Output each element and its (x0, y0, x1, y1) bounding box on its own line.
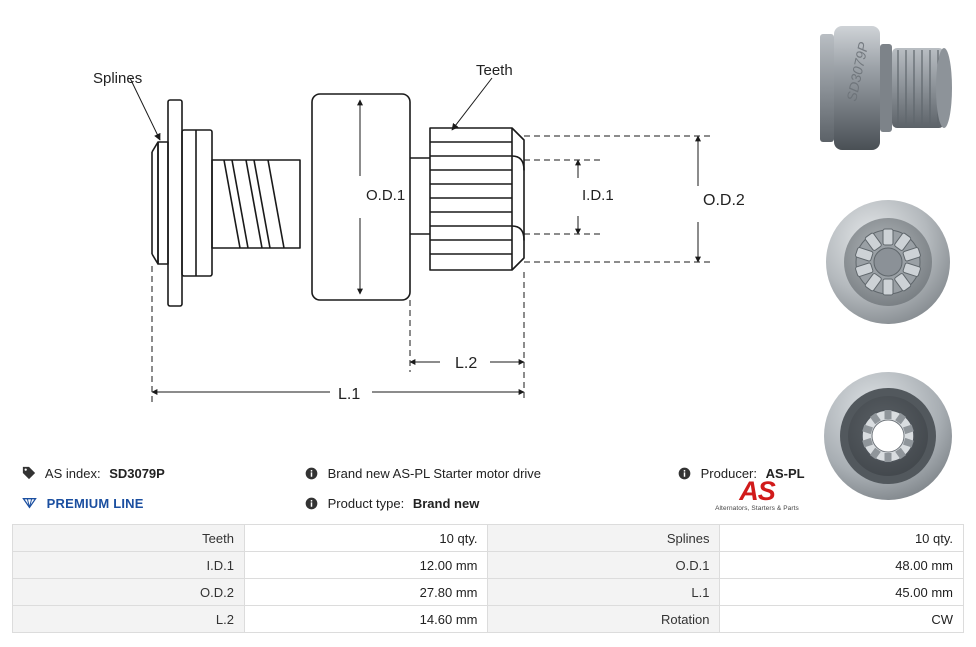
spec-key: O.D.2 (13, 579, 245, 606)
table-row (13, 525, 964, 552)
label-teeth: Teeth (476, 62, 513, 79)
product-photos (800, 0, 976, 525)
info-icon (305, 494, 318, 518)
table-row (13, 579, 964, 606)
premium-badge-icon (22, 494, 37, 518)
premium-line-row (22, 492, 144, 516)
spec-key: Rotation (488, 606, 720, 633)
label-splines: Splines (93, 70, 143, 87)
as-index-value: SD3079P (109, 466, 165, 481)
spec-key: Teeth (13, 525, 245, 552)
specification-table (12, 524, 964, 633)
producer-value: AS-PL (765, 466, 805, 481)
info-icon (305, 464, 318, 488)
product-photo-gear-end[interactable] (808, 178, 968, 346)
spec-key: Splines (488, 525, 720, 552)
label-od1: O.D.1 (366, 187, 406, 204)
spec-key: L.1 (488, 579, 720, 606)
as-pl-logo-mark: AS (739, 476, 775, 506)
description-text: Brand new AS-PL Starter motor drive (327, 466, 542, 481)
info-strip (0, 448, 976, 522)
product-photo-side[interactable] (808, 4, 968, 172)
product-type-row (305, 492, 479, 516)
svg-text:SD3079P: SD3079P (843, 40, 872, 103)
description-row (305, 462, 541, 486)
spec-value: 14.60 mm (244, 606, 488, 633)
spec-value: 10 qty. (720, 525, 964, 552)
table-row (13, 552, 964, 579)
product-type-label: Product type: (327, 496, 405, 511)
spec-key: I.D.1 (13, 552, 245, 579)
spec-value: 12.00 mm (244, 552, 488, 579)
spec-key: L.2 (13, 606, 245, 633)
premium-line-label: PREMIUM LINE (46, 496, 144, 511)
as-index-row (22, 462, 165, 486)
label-l1: L.1 (338, 386, 361, 403)
label-od2: O.D.2 (703, 192, 745, 209)
spec-value: 48.00 mm (720, 552, 964, 579)
as-pl-logo-tagline: Alternators, Starters & Parts (715, 505, 799, 512)
as-pl-logo (712, 478, 802, 518)
spec-value: 27.80 mm (244, 579, 488, 606)
spec-key: O.D.1 (488, 552, 720, 579)
producer-label: Producer: (700, 466, 757, 481)
product-type-value: Brand new (412, 496, 480, 511)
info-icon (678, 464, 691, 488)
spec-value: CW (720, 606, 964, 633)
as-index-label: AS index: (44, 466, 101, 481)
table-row (13, 606, 964, 633)
label-id1: I.D.1 (582, 187, 614, 204)
spec-value: 45.00 mm (720, 579, 964, 606)
label-l2: L.2 (455, 355, 478, 372)
tag-icon (22, 464, 36, 488)
spec-value: 10 qty. (244, 525, 488, 552)
